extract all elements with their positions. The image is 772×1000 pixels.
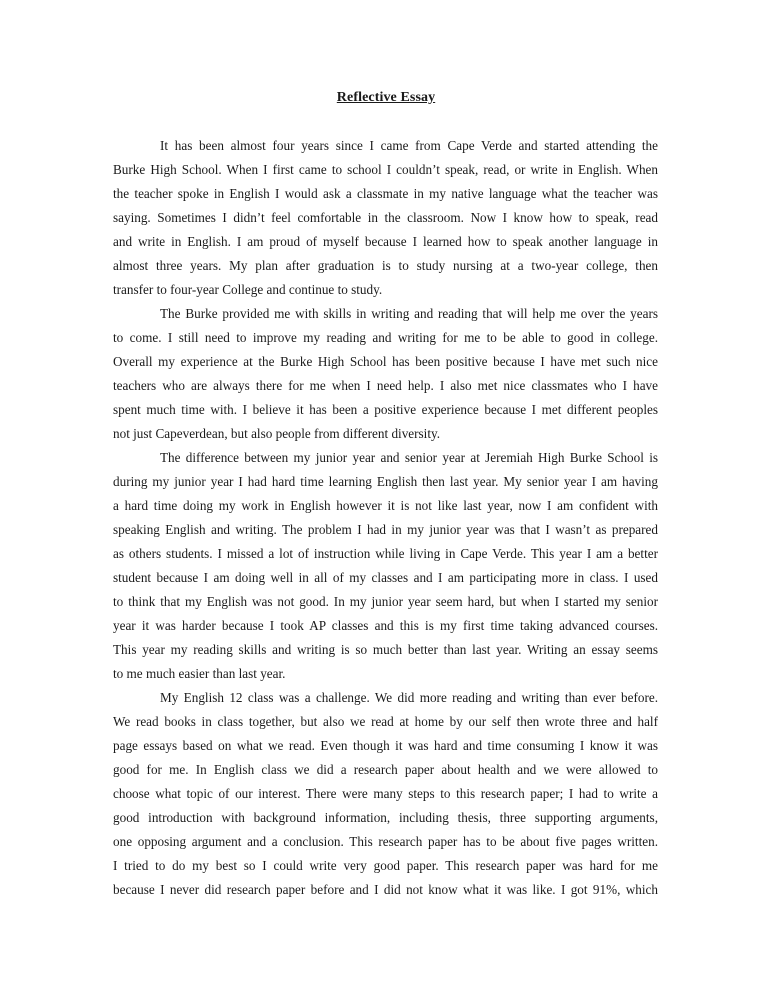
paragraph-line: page essays based on what we read. Even though it was hard and time consuming I know it was — [113, 738, 658, 753]
paragraph-line: saying. Sometimes I didn’t feel comfortable in the classroom. Now I know how to speak, read — [113, 210, 658, 225]
paragraph-line: to come. I still need to improve my reading and writing for me to be able to good in college. — [113, 330, 658, 345]
paragraph-line: Overall my experience at the Burke High School has been positive because I have met such nice — [113, 354, 658, 369]
paragraph-line: speaking English and writing. The problem I had in my junior year was that I wasn’t as prepared — [113, 522, 658, 537]
paragraph-line: a hard time doing my work in English however it is not like last year, now I am confident with — [113, 498, 658, 513]
paragraph-line: The difference between my junior year and senior year at Jeremiah High Burke School is — [160, 450, 658, 465]
essay-paragraph — [113, 134, 658, 302]
paragraph-line: student because I am doing well in all of my classes and I am participating more in class. I used — [113, 570, 658, 585]
essay-paragraph — [113, 686, 658, 902]
paragraph-line: choose what topic of our interest. There were many steps to this research paper; I had to write a — [113, 786, 658, 801]
paragraph-line: one opposing argument and a conclusion. This research paper has to be about five pages written. — [113, 834, 658, 849]
paragraph-line: We read books in class together, but also we read at home by our self then wrote three and half — [113, 714, 658, 729]
paragraph-line: to me much easier than last year. — [113, 666, 286, 681]
paragraph-line: It has been almost four years since I came from Cape Verde and started attending the — [160, 138, 658, 153]
paragraph-line: good for me. In English class we did a research paper about health and we were allowed to — [113, 762, 658, 777]
paragraph-line: almost three years. My plan after graduation is to study nursing at a two-year college, then — [113, 258, 658, 273]
paragraph-line: because I never did research paper before and I did not know what it was like. I got 91%, which — [113, 882, 658, 897]
paragraph-line: teachers who are always there for me when I need help. I also met nice classmates who I have — [113, 378, 658, 393]
paragraph-line: year it was harder because I took AP classes and this is my first time taking advanced courses. — [113, 618, 658, 633]
essay-paragraph — [113, 446, 658, 686]
paragraph-line: as others students. I missed a lot of instruction while living in Cape Verde. This year I am a better — [113, 546, 658, 561]
paragraph-line: I tried to do my best so I could write very good paper. This research paper was hard for me — [113, 858, 658, 873]
paragraph-line: spent much time with. I believe it has been a positive experience because I met different peoples — [113, 402, 658, 417]
paragraph-line: not just Capeverdean, but also people from different diversity. — [113, 426, 441, 441]
essay-paragraph — [113, 302, 658, 446]
paragraph-line: the teacher spoke in English I would ask a classmate in my native language what the teacher was — [113, 186, 658, 201]
paragraph-line: The Burke provided me with skills in writing and reading that will help me over the years — [160, 306, 658, 321]
essay-body — [113, 134, 658, 902]
paragraph-line: good introduction with background information, including thesis, three supporting arguments, — [113, 810, 658, 825]
paragraph-line: transfer to four-year College and continue to study. — [113, 282, 383, 297]
paragraph-line: during my junior year I had hard time learning English then last year. My senior year I am having — [113, 474, 658, 489]
paragraph-line: This year my reading skills and writing is so much better than last year. Writing an essay seems — [113, 642, 658, 657]
page-title: Reflective Essay — [336, 90, 436, 105]
paragraph-line: My English 12 class was a challenge. We did more reading and writing than ever before. — [160, 690, 658, 705]
paragraph-line: Burke High School. When I first came to school I couldn’t speak, read, or write in English. When — [113, 162, 658, 177]
paragraph-line: and write in English. I am proud of myself because I learned how to speak another language in — [113, 234, 658, 249]
paragraph-line: to think that my English was not good. In my junior year seem hard, but when I started my senior — [113, 594, 658, 609]
